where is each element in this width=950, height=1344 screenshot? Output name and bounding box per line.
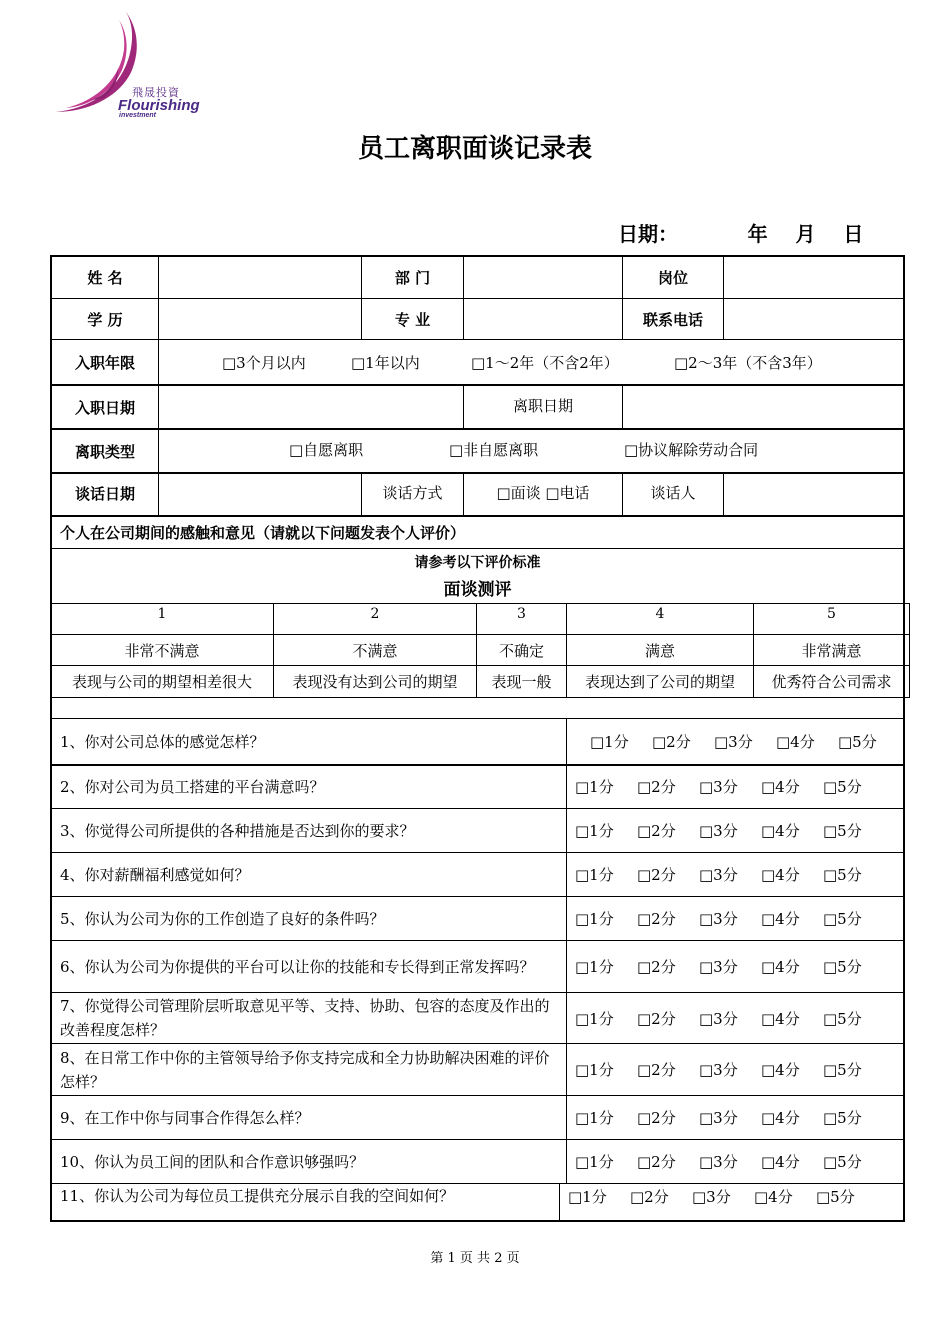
question-4: 4、你对薪酬福利感觉如何？ [60, 865, 250, 884]
scale-score-5: 5 [827, 606, 836, 622]
score-3-checkbox[interactable]: □3分 [699, 866, 738, 884]
tenure-label: 入职年限 [74, 353, 135, 372]
score-5-checkbox[interactable]: □5分 [823, 1153, 862, 1171]
position-input[interactable] [724, 257, 903, 298]
interview-method-label: 谈话方式 [382, 483, 443, 502]
score-1-checkbox[interactable]: □1分 [575, 778, 614, 796]
score-4-checkbox[interactable]: □4分 [761, 1061, 800, 1079]
score-2-checkbox[interactable]: □2分 [637, 866, 676, 884]
interview-method-options[interactable]: □面谈 □电话 [496, 483, 590, 502]
logo-english-name: Flourishing [118, 97, 200, 114]
score-4-checkbox[interactable]: □4分 [761, 1109, 800, 1127]
page-footer: 第 1 页 共 2 页 [430, 1251, 520, 1266]
scale-desc-3: 表现一般 [491, 673, 552, 691]
logo-subtitle: investment [119, 112, 156, 119]
department-input[interactable] [464, 257, 622, 298]
question-11: 11、你认为公司为每位员工提供充分展示自我的空间如何？ [60, 1187, 455, 1205]
question-10: 10、你认为员工间的团队和合作意识够强吗？ [60, 1152, 365, 1171]
tenure-option-2-3years[interactable]: □2～3年（不含3年） [674, 353, 822, 372]
scale-score-1: 1 [157, 606, 167, 622]
score-5-checkbox[interactable]: □5分 [823, 910, 862, 928]
score-2-checkbox[interactable]: □2分 [637, 1153, 676, 1171]
education-input[interactable] [159, 299, 361, 339]
score-1-checkbox[interactable]: □1分 [575, 866, 614, 884]
date-field[interactable]: 日期： 年 月 日 [618, 222, 864, 246]
leave-type-voluntary[interactable]: □自愿离职 [289, 440, 364, 459]
score-4-checkbox[interactable]: □4分 [754, 1187, 793, 1206]
interview-date-input[interactable] [159, 474, 361, 515]
score-1-checkbox[interactable]: □1分 [575, 910, 614, 928]
tenure-option-1-2years[interactable]: □1～2年（不含2年） [471, 353, 619, 372]
score-options-q9[interactable] [575, 1096, 885, 1139]
score-5-checkbox[interactable]: □5分 [823, 1109, 862, 1127]
opinion-header: 个人在公司期间的感触和意见（请就以下问题发表个人评价） [60, 524, 466, 542]
score-2-checkbox[interactable]: □2分 [637, 1061, 676, 1079]
score-3-checkbox[interactable]: □3分 [699, 1009, 738, 1028]
score-5-checkbox[interactable]: □5分 [816, 1187, 855, 1206]
score-3-checkbox[interactable]: □3分 [699, 910, 738, 928]
score-options-q6[interactable] [575, 941, 885, 992]
score-options-q10[interactable] [575, 1140, 885, 1183]
score-options-q3[interactable] [575, 809, 885, 852]
score-options-q2[interactable] [575, 765, 885, 808]
score-options-q8[interactable] [575, 1044, 885, 1095]
scale-score-2: 2 [370, 606, 380, 622]
interview-date-label: 谈话日期 [74, 484, 135, 503]
score-5-checkbox[interactable]: □5分 [823, 1009, 862, 1028]
department-label: 部 门 [394, 269, 431, 287]
score-5-checkbox[interactable]: □5分 [823, 958, 862, 976]
interviewer-input[interactable] [724, 474, 903, 515]
score-1-checkbox[interactable]: □1分 [575, 958, 614, 976]
question-8: 8、在日常工作中你的主管领导给予你支持完成和全力协助解决困难的评价怎样？ [60, 1048, 550, 1091]
scale-level-2: 不满意 [352, 641, 398, 660]
scale-desc-1: 表现与公司的期望相差很大 [71, 673, 252, 691]
score-2-checkbox[interactable]: □2分 [637, 910, 676, 928]
score-3-checkbox[interactable]: □3分 [692, 1187, 731, 1206]
education-label: 学 历 [87, 310, 123, 329]
criteria-title: 请参考以下评价标准 [414, 555, 541, 571]
scale-score-4: 4 [655, 606, 665, 622]
score-1-checkbox[interactable]: □1分 [575, 1061, 614, 1079]
scale-desc-2: 表现没有达到公司的期望 [292, 673, 458, 691]
leave-date-label: 离职日期 [512, 396, 573, 415]
score-5-checkbox[interactable]: □5分 [823, 778, 862, 796]
scale-level-3: 不确定 [498, 641, 544, 660]
phone-label: 联系电话 [642, 310, 703, 329]
position-label: 岗位 [657, 269, 688, 287]
score-2-checkbox[interactable]: □2分 [637, 778, 676, 796]
scale-level-4: 满意 [644, 641, 675, 660]
score-2-checkbox[interactable]: □2分 [637, 822, 676, 840]
score-4-checkbox[interactable]: □4分 [761, 822, 800, 840]
score-2-checkbox[interactable]: □2分 [637, 958, 676, 976]
question-1: 1、你对公司总体的感觉怎样？ [60, 732, 265, 751]
question-5: 5、你认为公司为你的工作创造了良好的条件吗？ [60, 909, 385, 928]
name-input[interactable] [159, 257, 361, 298]
major-label: 专 业 [394, 310, 431, 329]
join-date-input[interactable] [159, 386, 463, 428]
score-4-checkbox[interactable]: □4分 [761, 1153, 800, 1171]
score-1-checkbox[interactable]: □1分 [575, 822, 614, 840]
evaluation-title: 面谈测评 [443, 579, 512, 600]
scale-level-5: 非常满意 [801, 641, 862, 660]
score-4-checkbox[interactable]: □4分 [761, 778, 800, 796]
score-1-checkbox[interactable]: □1分 [568, 1187, 607, 1206]
leave-type-label: 离职类型 [74, 442, 135, 461]
score-4-checkbox[interactable]: □4分 [761, 958, 800, 976]
logo-chinese-name: 飛晟投資 [132, 86, 180, 99]
score-1-checkbox[interactable]: □1分 [575, 1153, 614, 1171]
score-3-checkbox[interactable]: □3分 [699, 1061, 738, 1079]
tenure-option-3months[interactable]: □3个月以内 [222, 353, 306, 372]
scale-desc-4: 表现达到了公司的期望 [584, 673, 735, 691]
question-6: 6、你认为公司为你提供的平台可以让你的技能和专长得到正常发挥吗？ [60, 957, 535, 976]
score-2-checkbox[interactable]: □2分 [630, 1187, 669, 1206]
score-3-checkbox[interactable]: □3分 [699, 958, 738, 976]
score-options-q5[interactable] [575, 897, 885, 940]
score-2-checkbox[interactable]: □2分 [637, 1009, 676, 1028]
score-3-checkbox[interactable]: □3分 [714, 733, 753, 751]
score-5-checkbox[interactable]: □5分 [823, 822, 862, 840]
score-3-checkbox[interactable]: □3分 [699, 778, 738, 796]
score-3-checkbox[interactable]: □3分 [699, 822, 738, 840]
question-2: 2、你对公司为员工搭建的平台满意吗？ [60, 777, 325, 796]
score-3-checkbox[interactable]: □3分 [699, 1109, 738, 1127]
score-5-checkbox[interactable]: □5分 [838, 733, 877, 751]
score-1-checkbox[interactable]: □1分 [575, 1109, 614, 1127]
tenure-option-1year[interactable]: □1年以内 [351, 353, 420, 372]
question-9: 9、在工作中你与同事合作得怎么样？ [60, 1108, 310, 1127]
score-5-checkbox[interactable]: □5分 [823, 1061, 862, 1079]
join-date-label: 入职日期 [74, 398, 135, 417]
leave-type-agreement[interactable]: □协议解除劳动合同 [624, 440, 759, 459]
score-options-q7[interactable] [575, 993, 885, 1043]
score-5-checkbox[interactable]: □5分 [823, 866, 862, 884]
leave-date-input[interactable] [623, 386, 903, 428]
score-1-checkbox[interactable]: □1分 [575, 1009, 614, 1028]
page-title: 员工离职面谈记录表 [357, 134, 592, 164]
score-4-checkbox[interactable]: □4分 [761, 910, 800, 928]
score-options-q4[interactable] [575, 853, 885, 896]
leave-type-involuntary[interactable]: □非自愿离职 [449, 440, 539, 459]
score-3-checkbox[interactable]: □3分 [699, 1153, 738, 1171]
scale-level-1: 非常不满意 [124, 641, 200, 660]
scale-desc-5: 优秀符合公司需求 [771, 673, 892, 691]
score-4-checkbox[interactable]: □4分 [761, 1009, 800, 1028]
name-label: 姓 名 [87, 269, 123, 287]
score-2-checkbox[interactable]: □2分 [652, 733, 691, 751]
question-7: 7、你觉得公司管理阶层听取意见平等、支持、协助、包容的态度及作出的改善程度怎样？ [60, 997, 550, 1039]
score-4-checkbox[interactable]: □4分 [761, 866, 800, 884]
score-options-q1[interactable] [590, 719, 900, 764]
score-1-checkbox[interactable]: □1分 [590, 733, 629, 751]
score-2-checkbox[interactable]: □2分 [637, 1109, 676, 1127]
interviewer-label: 谈话人 [650, 483, 696, 502]
scale-score-3: 3 [517, 606, 526, 622]
question-3: 3、你觉得公司所提供的各种措施是否达到你的要求？ [60, 821, 415, 840]
major-input[interactable] [464, 299, 622, 339]
score-options-q11[interactable] [568, 1184, 878, 1208]
score-4-checkbox[interactable]: □4分 [776, 733, 815, 751]
phone-input[interactable] [724, 299, 903, 339]
